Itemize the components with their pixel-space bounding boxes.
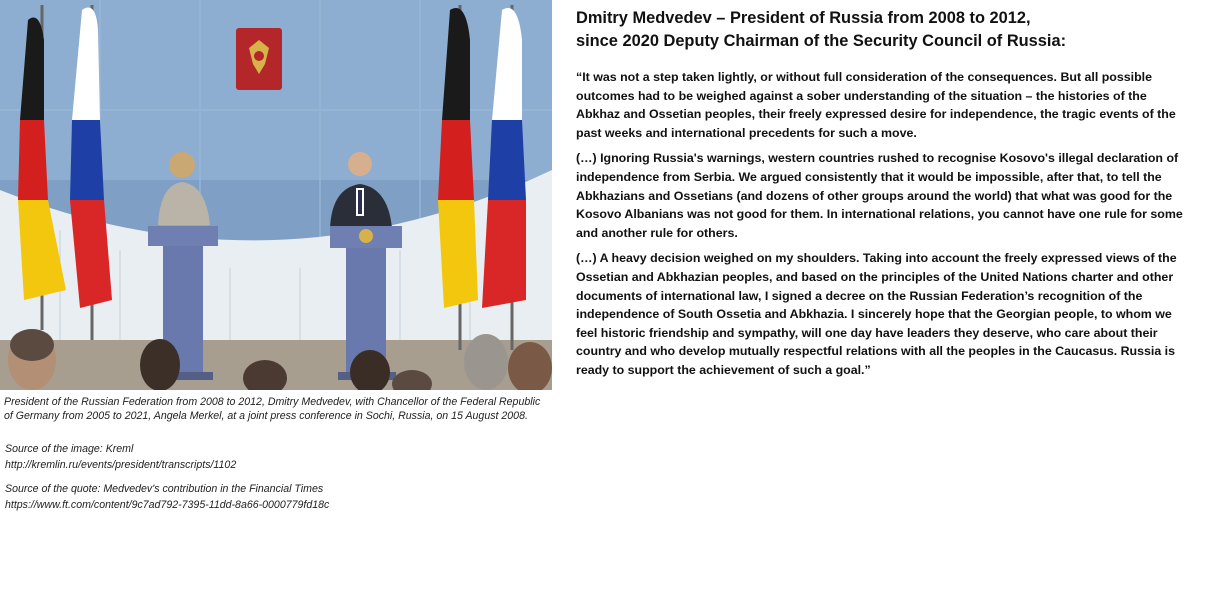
image-source-url[interactable]: http://kremlin.ru/events/president/transcripts/1102 [5, 459, 237, 471]
heading-line-2: since 2020 Deputy Chairman of the Security Council of Russia: [576, 32, 1067, 50]
quote-source [5, 481, 565, 513]
speaker-heading [576, 7, 1196, 53]
quote-paragraph-3: (…) A heavy decision weighed on my shoulders. Taking into account the freely expressed views of the Ossetian and Abkhazian peoples, and based on the principles of the United Nations charter and other documents of international law, I signed a decree on the Russian Federation’s recognition of the independence of South Ossetia and Abkhazia. I sincerely hope that the Georgian people, to whom we feel historic friendship and sympathy, will one day have leaders they deserve, who care about their country and who develop mutually respectful relations with all the peoples in the Caucasus. Russia is ready to support the achievement of such a goal.” [576, 251, 1177, 377]
quote-source-url[interactable]: https://www.ft.com/content/9c7ad792-7395-11dd-8a66-0000779fd18c [5, 499, 330, 511]
quote-paragraph-2: (…) Ignoring Russia's warnings, western countries rushed to recognise Kosovo's illegal declaration of independence from Serbia. We argued consistently that it would be impossible, after that, to tell the Abkhazians and Ossetians (and dozens of other groups around the world) that what was good for the Kosovo Albanians was not good for them. In international relations, you cannot have one rule for some and another rule for others. [576, 151, 1183, 240]
photo-illustration [0, 0, 552, 390]
photo-caption [4, 395, 564, 423]
caption-line-1: President of the Russian Federation from 2008 to 2012, Dmitry Medvedev, with Chancellor of the Federal Republic [4, 396, 541, 408]
image-source-label: Source of the image: Kreml [5, 443, 134, 455]
press-conference-photo [0, 0, 552, 390]
coat-of-arms-emblem [236, 28, 282, 90]
quote-body [576, 68, 1186, 387]
quote-source-label: Source of the quote: Medvedev's contribution in the Financial Times [5, 483, 324, 495]
image-source [5, 441, 565, 473]
caption-line-2: of Germany from 2005 to 2021, Angela Merkel, at a joint press conference in Sochi, Russia, on 15 August 2008. [4, 410, 528, 422]
heading-line-1: Dmitry Medvedev – President of Russia from 2008 to 2012, [576, 9, 1031, 27]
quote-paragraph-1: “It was not a step taken lightly, or without full consideration of the consequences. But all possible outcomes had to be weighed against a sober understanding of the situation – the histories of the Abkhaz and Ossetian peoples, their freely expressed desire for independence, the tragic events of the past weeks and international precedents for such a move. [576, 70, 1176, 140]
